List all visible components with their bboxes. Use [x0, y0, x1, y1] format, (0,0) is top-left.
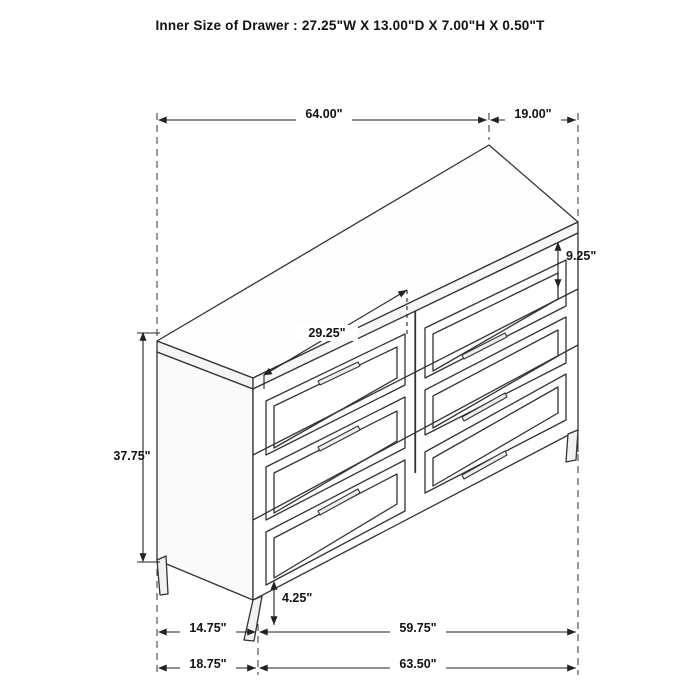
dresser-illustration — [157, 145, 578, 641]
dimension-label-front-width: 59.75" — [399, 621, 437, 635]
page-title: Inner Size of Drawer : 27.25"W X 13.00"D X 7.00"H X 0.50"T — [155, 18, 545, 33]
dimension-label-top-depth: 19.00" — [514, 107, 552, 121]
dimension-label-base-depth: 18.75" — [189, 657, 227, 671]
dimension-label-side-depth: 14.75" — [189, 621, 227, 635]
dimension-label-leg-height: 4.25" — [282, 591, 313, 605]
dimension-label-top-width: 64.00" — [305, 107, 343, 121]
dimension-label-base-width: 63.50" — [399, 657, 437, 671]
dimension-label-drawer-front-width: 29.25" — [308, 326, 346, 340]
dimension-label-top-drawer-height: 9.25" — [566, 249, 597, 263]
dimension-label-overall-height: 37.75" — [113, 449, 151, 463]
